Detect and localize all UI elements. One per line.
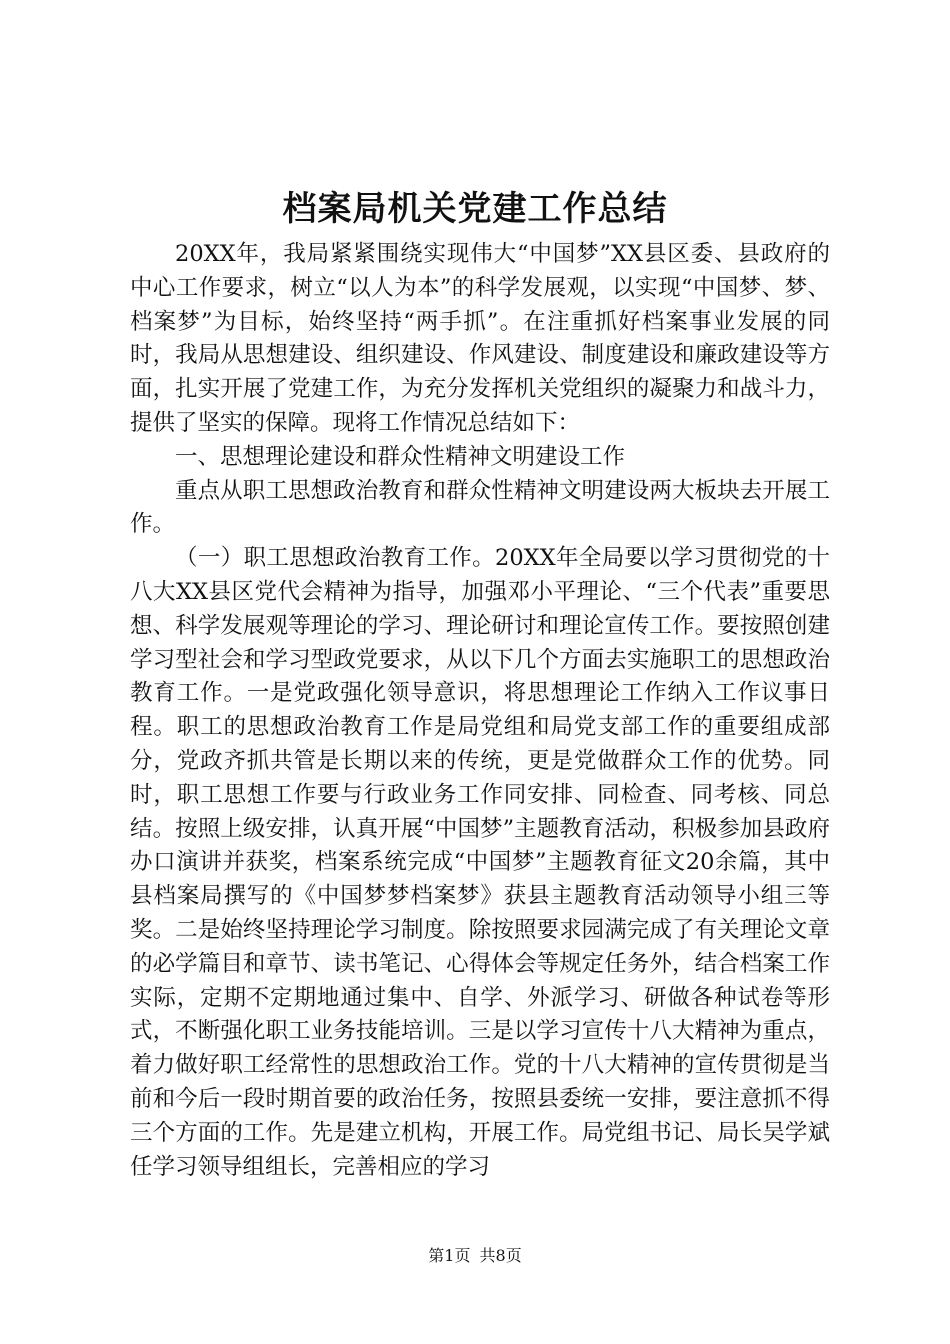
page-number: 第1页 xyxy=(428,1246,471,1265)
paragraph-intro: 20XX年，我局紧紧围绕实现伟大“中国梦”XX县区委、县政府的中心工作要求，树立“以人为本”的科学发展观，以实现“中国梦、梦、档案梦”为目标，始终坚持“两手抓”。在注重抓好档案事业发展的同时，我局从思想建设、组织建设、作风建设、制度建设和廉政建设等方面，扎实开展了党建工作，为充分发挥机关党组织的凝聚力和战斗力，提供了坚实的保障。现将工作情况总结如下： xyxy=(130,241,830,436)
document-body xyxy=(130,238,830,1184)
document-title: 档案局机关党建工作总结 xyxy=(282,189,668,229)
paragraph-section-overview: 重点从职工思想政治教育和群众性精神文明建设两大板块去开展工作。 xyxy=(130,477,830,538)
section-heading-1: 一、思想理论建设和群众性精神文明建设工作 xyxy=(175,443,626,470)
page-footer xyxy=(0,1245,950,1267)
paragraph-subsection-1: （一）职工思想政治教育工作。20XX年全局要以学习贯彻党的十八大XX县区党代会精神为指导，加强邓小平理论、“三个代表”重要思想、科学发展观等理论的学习、理论研讨和理论宣传工作。要按照创建学习型社会和学习型政党要求，从以下几个方面去实施职工的思想政治教育工作。一是党政强化领导意识，将思想理论工作纳入工作议事日程。职工的思想政治教育工作是局党组和局党支部工作的重要组成部分，党政齐抓共管是长期以来的传统，更是党做群众工作的优势。同时，职工思想工作要与行政业务工作同安排、同检查、同考核、同总结。按照上级安排，认真开展“中国梦”主题教育活动，积极参加县政府办口演讲并获奖，档案系统完成“中国梦”主题教育征文20余篇，其中县档案局撰写的《中国梦梦档案梦》获县主题教育活动领导小组三等奖。二是始终坚持理论学习制度。除按照要求园满完成了有关理论文章的必学篇目和章节、读书笔记、心得体会等规定任务外，结合档案工作实际，定期不定期地通过集中、自学、外派学习、研做各种试卷等形式，不断强化职工业务技能培训。三是以学习宣传十八大精神为重点，着力做好职工经常性的思想政治工作。党的十八大精神的宣传贯彻是当前和今后一段时期首要的政治任务，按照县委统一安排，要注意抓不得三个方面的工作。先是建立机构，开展工作。局党组书记、局长吴学斌任学习领导组组长，完善相应的学习 xyxy=(130,545,830,1180)
page-total: 共8页 xyxy=(479,1246,522,1265)
